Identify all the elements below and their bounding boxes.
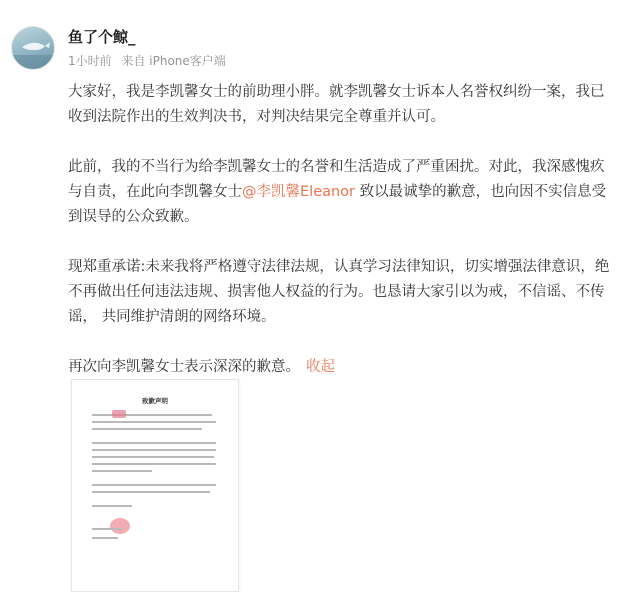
post-source: 来自 iPhone客户端 [121, 54, 226, 68]
doc-redaction [112, 410, 126, 418]
paragraph-4 [68, 355, 613, 380]
doc-text-line [92, 428, 202, 430]
doc-text-line [92, 414, 212, 416]
doc-text-line [92, 421, 216, 423]
user-avatar[interactable] [11, 26, 55, 70]
paragraph-3: 现郑重承诺:未来我将严格遵守法律法规，认真学习法律知识，切实增强法律意识，绝不再做出任何违法违规、损害他人权益的行为。也恳请大家引以为戒，不信谣、不传谣， 共同维护清朗的网络环境。 [68, 259, 610, 325]
doc-text-line [92, 456, 214, 458]
paragraph-1: 大家好，我是李凯馨女士的前助理小胖。就李凯馨女士诉本人名誉权纠纷一案，我已收到法院作出的生效判决书，对判决结果完全尊重并认可。 [68, 84, 605, 125]
post-content [68, 80, 613, 380]
paragraph-2 [68, 155, 613, 230]
paragraph-4-text: 再次向李凯馨女士表示深深的歉意。 [68, 359, 300, 375]
collapse-link[interactable]: 收起 [306, 359, 335, 375]
attached-image-apology-letter[interactable] [71, 379, 239, 592]
user-mention-link[interactable]: @李凯馨Eleanor [242, 184, 356, 200]
whale-avatar-icon [12, 27, 55, 70]
doc-text-line [92, 449, 216, 451]
doc-text-line [92, 505, 132, 507]
doc-text-line [92, 491, 210, 493]
doc-text-line [92, 528, 122, 530]
username[interactable]: 鱼了个鲸_ [68, 28, 136, 46]
paragraph-2-text-a: 此前，我的不当行为给李凯馨女士的名誉和生活造成了严重困扰。对此，我深感愧疚与自责，在此向李凯馨女士 [68, 159, 605, 200]
attached-image-title: 致歉声明 [142, 397, 168, 405]
doc-seal [110, 518, 130, 534]
doc-text-line [92, 463, 216, 465]
post-meta [68, 53, 232, 69]
doc-text-line [92, 537, 118, 539]
doc-text-line [92, 442, 216, 444]
doc-text-line [92, 484, 216, 486]
doc-text-line [92, 470, 152, 472]
paragraph-2-text-b: 致以最诚挚的歉意，也向因不实信息受到误导的公众致歉。 [68, 184, 607, 225]
post-time[interactable]: 1小时前 [68, 54, 112, 68]
